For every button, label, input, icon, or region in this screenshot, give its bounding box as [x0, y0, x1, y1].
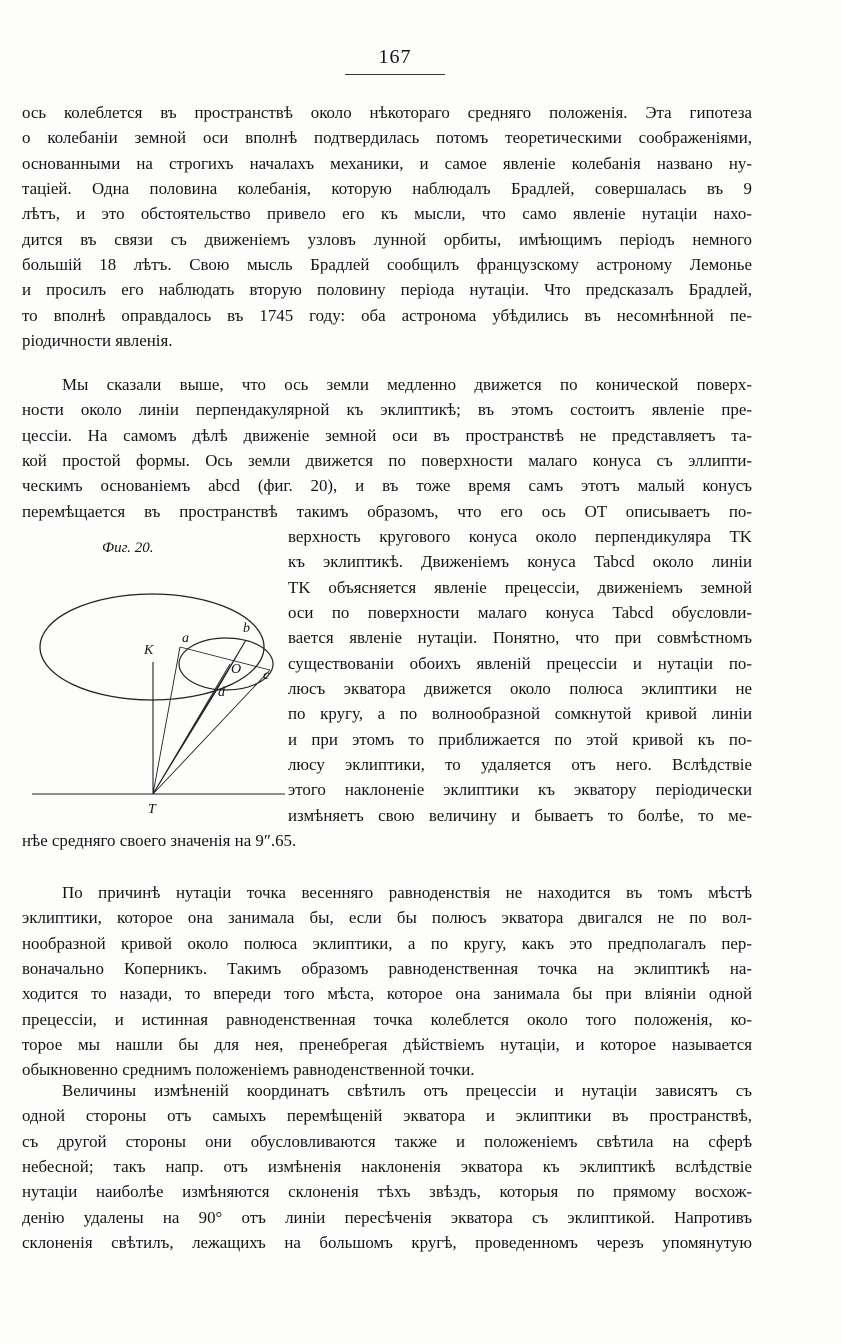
- text-line: Величины измѣненій координатъ свѣтилъ отъ прецессіи и нутаціи зависятъ съ: [62, 1081, 752, 1100]
- text-line: основанными на строгихъ началахъ механики, и самое явленіе колебанія названо ну-: [22, 153, 752, 173]
- text-line: вается явленіе нутаціи. Понятно, что при совмѣстномъ: [288, 628, 752, 648]
- text-line: склоненія свѣтилъ, лежащихъ на большомъ кругѣ, проведенномъ черезъ упомянутую: [22, 1233, 752, 1253]
- paragraph-1: [22, 100, 752, 353]
- text-line: о колебаніи земной оси вполнѣ подтвердилась потомъ теоретическими соображеніями,: [22, 128, 752, 148]
- paragraph-4: [22, 1078, 752, 1255]
- text-line: TK объясняется явленіе прецессіи, движеніемъ земной: [288, 577, 752, 597]
- text-line: ось колеблется въ пространствѣ около нѣкотораго средняго положенія. Эта гипотеза: [22, 103, 752, 122]
- text-line: по кругу, а по волнообразной сомкнутой кривой линіи: [288, 704, 752, 724]
- text-line: ности около линіи перпендакулярной къ эклиптикѣ; въ этомъ состоитъ явленіе пре-: [22, 400, 752, 420]
- axis-ac: [180, 647, 270, 670]
- text-line: небесной; такъ напр. отъ измѣненія наклоненія экватора къ эклиптикѣ вслѣдствіе: [22, 1157, 752, 1177]
- text-line: эклиптики, которое она занимала бы, если бы полюсъ экватора двигался не по вол-: [22, 908, 752, 928]
- paragraph-2-end-line: нѣе средняго своего значенія на 9″.65.: [22, 831, 297, 850]
- paragraph-3: [22, 880, 752, 1083]
- text-line: люсъ экватора движется около полюса эклиптики не: [288, 679, 752, 699]
- figure-caption: Фиг. 20.: [102, 540, 154, 556]
- text-line: нутаціи наиболѣе измѣняются склоненія тѣхъ звѣздъ, которыя по прямому восхож-: [22, 1182, 752, 1202]
- text-line: дится въ связи съ движеніемъ узловъ лунной орбиты, имѣющимъ періодъ немного: [22, 229, 752, 249]
- text-line: и при этомъ то приближается по этой кривой къ по-: [288, 729, 752, 749]
- label-d: d: [218, 685, 225, 700]
- text-line: ходится то назади, то впереди того мѣста, которое она занимала бы при вліяніи одной: [22, 984, 752, 1004]
- text-line: лѣтъ, и это обстоятельство привело его къ мысли, что само явленіе нутаціи нахо-: [22, 204, 752, 224]
- text-line: то вполнѣ оправдалось въ 1745 году: оба астронома убѣдились въ несомнѣнной пе-: [22, 305, 752, 325]
- text-line: прецессіи, и истинная равноденственная точка колеблется около того положенія, ко-: [22, 1009, 752, 1029]
- label-c: c: [263, 668, 270, 683]
- text-line: этого наклоненіе эклиптики къ экватору періодически: [288, 780, 752, 800]
- text-line: таціей. Одна половина колебанія, которую наблюдалъ Брадлей, совершалась въ 9: [22, 179, 752, 199]
- text-line: По причинѣ нутаціи точка весенняго равноденствія не находится въ томъ мѣстѣ: [62, 883, 752, 902]
- label-t: T: [148, 802, 156, 817]
- label-k: K: [144, 643, 154, 658]
- text-line: воначально Коперникъ. Такимъ образомъ равноденственная точка на эклиптикѣ на-: [22, 959, 752, 979]
- text-line: цессіи. На самомъ дѣлѣ движеніе земной оси въ пространствѣ не представляетъ та-: [22, 425, 752, 445]
- text-line: одной стороны отъ самыхъ перемѣщеній экватора и эклиптики въ пространствѣ,: [22, 1106, 752, 1126]
- text-line: Мы сказали выше, что ось земли медленно движется по конической поверх-: [62, 375, 752, 394]
- text-line: ріодичности явленія.: [22, 331, 173, 351]
- text-line: торое мы нашли бы для нея, пренебрегая дѣйствіемъ нутаціи, и которое называется: [22, 1035, 752, 1055]
- text-line: перемѣщается въ пространствѣ такимъ образомъ, что его ось OT описываетъ по-: [22, 501, 752, 521]
- text-line: къ эклиптикѣ. Движеніемъ конуса Tabcd около линіи: [288, 552, 752, 572]
- text-line: ческимъ основаніемъ abcd (фиг. 20), и въ тоже время самъ этотъ малый конусъ: [22, 476, 752, 496]
- text-line: кой простой формы. Ось земли движется по поверхности малаго конуса съ эллипти-: [22, 451, 752, 471]
- text-line: обыкновенно среднимъ положеніемъ равноденственной точки.: [22, 1060, 475, 1080]
- text-line: существованіи обоихъ явленій прецессіи и нутаціи по-: [288, 653, 752, 673]
- label-o: O: [231, 662, 242, 677]
- paragraph-2-beside-figure: [288, 524, 752, 828]
- text-line: и просилъ его наблюдать вторую половину періода нутаціи. Что предсказалъ Брадлей,: [22, 280, 752, 300]
- label-b: b: [243, 621, 250, 636]
- text-line: верхность кругового конуса около перпендикуляра TK: [288, 527, 752, 546]
- text-line: большій 18 лѣтъ. Свою мысль Брадлей сообщилъ французскому астроному Лемонье: [22, 255, 752, 275]
- text-line: измѣняетъ свою величину и бываетъ то болѣе, то ме-: [288, 805, 752, 825]
- text-line: люсу эклиптики, то удаляется отъ него. Вслѣдствіе: [288, 755, 752, 775]
- text-line: денію удалены на 90° отъ линіи пересѣченія экватора съ эклиптикой. Напротивъ: [22, 1207, 752, 1227]
- label-a: a: [182, 631, 189, 646]
- page-number-rule: [345, 74, 445, 75]
- text-line: съ другой стороны они обусловливаются также и положеніемъ свѣтила на сферѣ: [22, 1131, 752, 1151]
- text-line: нообразной кривой около полюса эклиптики, а по кругу, какъ это предполагалъ пер-: [22, 933, 752, 953]
- page-number: 167: [378, 46, 412, 68]
- figure-20-diagram: [20, 572, 290, 822]
- text-line: оси по поверхности малаго конуса Tabcd обусловли-: [288, 603, 752, 623]
- paragraph-2-end: [22, 828, 752, 853]
- paragraph-2-full-width: [22, 372, 752, 524]
